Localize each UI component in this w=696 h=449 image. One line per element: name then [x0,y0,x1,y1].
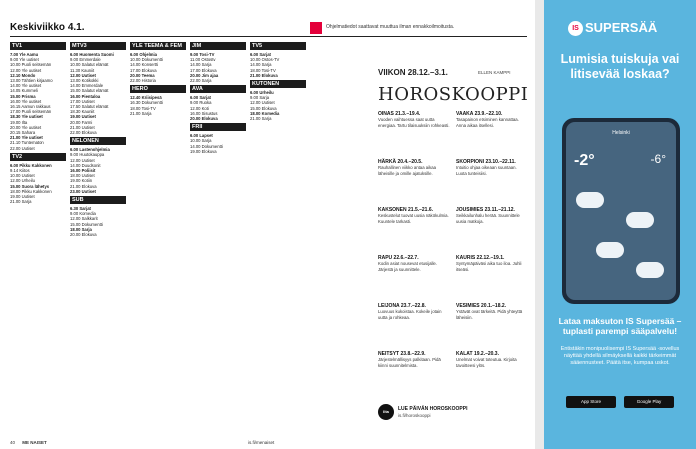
listing-item: 11.00 Ostostv [190,57,216,63]
listing-item: 20.00 Teema [130,72,155,78]
ad-body: Entistäkin monipuolisempi IS Supersää -sovellus näyttää yhdellä silmäyksellä kaikki tärkeimmät sääennusteet. Päätä itse, kumpaa uskot. [560,346,680,366]
listing-item: 12.00 Uutiset [70,157,95,163]
sign-name: JOUSIMIES 23.11.–21.12. [456,207,515,213]
phone-city: Helsinki [612,130,630,136]
listing-item: 14.00 Emmerdale [70,83,104,89]
sign-name: VESIMIES 20.1.–18.2. [456,303,507,309]
sign-text: Tasapainon etsiminen kannattaa. Anna aikaa itsellesi. [456,117,519,128]
listing-item: 18.00 Tosi-TV [130,105,156,111]
promo-url[interactable]: is.fi/horoskooppi [398,413,431,418]
sign-text: Syntymäpäiväsi aika tuo iloa. Juhli itseäsi. [456,261,522,272]
sign-text: Rauhallinen viikko antaa aikaa läheisille ja omille ajatuksille. [378,165,437,176]
listing-item: 6.00 Lastenohjelmia [70,147,110,153]
listing-item: 10.00 Sarja [190,138,212,144]
listing-item: 20.00 Yle uutiset [10,124,42,130]
listing-item: 9.00 Tosi-TV [190,52,215,57]
listing-item: 14.00 Konsertti [130,62,159,68]
is-logo-icon [310,22,322,34]
listing-item: 19.00 Elokuva [190,148,217,154]
listing-item: 21.00 Sarja [10,199,32,205]
phone-temperature: -2° [574,152,595,169]
horoscope-sign [378,112,450,128]
page-day-title: Keskiviikko 4.1. [10,22,85,33]
listing-item: 17.00 Puoli seitsemän [10,109,52,115]
list-ava [190,95,246,121]
footer-section: ME NAISET [22,440,47,445]
listing-item: 11.30 Kauniit [70,67,95,73]
is-brand-icon: IS [568,21,583,36]
horoscope-author: ELLEN KAMPPI [478,70,511,75]
listing-item: 20.00 Jim ajaa [190,72,219,78]
listing-item: 18.00 Pikku Kakkonen [10,188,52,194]
listing-item: 21.00 Yle uutiset [10,135,43,141]
listing-item: 17.50 Salatut elämät [70,104,109,110]
horoscope-sign [456,352,528,368]
sign-text: Kodin asiat nousevat etusijalle. Järjestä ja suunnittele. [378,261,438,272]
listing-item: 6.00 Ohjelmia [130,52,157,57]
listing-item: 21.00 Sarja [130,110,152,116]
channel-nelonen: NELONEN [70,137,126,145]
promo-title: LUE PÄIVÄN HOROSKOOPPI [398,406,468,412]
sign-name: HÄRKÄ 20.4.–20.5. [378,159,423,165]
horoscope-sign [378,256,450,272]
ilta-badge-icon: Ilta [378,404,394,420]
header-notice: Ohjelmatiedot saattavat muuttua ilman ennakkoilmoitusta. [326,24,455,30]
channel-tv5: TV5 [250,42,306,50]
list-jim [190,52,246,83]
horoscope-sign [456,208,528,224]
cloud-icon [596,242,624,258]
listing-item: 18.30 Kauniit [70,109,95,115]
listing-item: 14.00 Dokumentti [190,143,223,149]
listing-item: 9.00 Ruoka [190,100,212,106]
channel-mtv3: MTV3 [70,42,126,50]
listing-item: 9.00 Huutokauppa [70,152,105,158]
listing-item: 22.00 Sarja [190,78,212,84]
listing-item: 15.00 Prisma [10,93,36,99]
footer-page-number: 40 [10,440,16,445]
sign-name: KAKSONEN 21.5.–21.6. [378,207,434,213]
listing-item: 16.00 Pientaloa [70,93,101,99]
horoscope-sign [456,304,528,320]
horoscope-sign [378,160,450,176]
listing-item: 12.40 Kriisipesä [130,95,162,101]
listing-item: 13.00 Kotikokki [70,78,99,84]
listing-item: 6.00 Lapset [190,133,213,139]
list-tv2 [10,163,66,205]
sign-text: Järjestelmällisyys palkitaan. Pidä kiinni suunnitelmista. [378,357,441,368]
brand-name: SUPERSÄÄ [585,20,658,35]
listing-item: 17.00 Uutiset [70,98,95,104]
tv-column-3 [130,40,186,116]
listing-item: 9.14 Kiitos [10,168,30,174]
footer-site[interactable]: is.fi/menaiset [248,440,275,445]
listing-item: 7.00 Yle Aamu [10,52,39,57]
listing-item: 21.00 Sarja [250,116,272,122]
listing-item: 18.00 Uutiset [70,173,95,179]
phone-temperature-low: -6° [650,152,666,166]
list-fem [130,52,186,83]
channel-jim: JIM [190,42,246,50]
cloud-icon [576,192,604,208]
listing-item: 16.00 Poliisit [70,168,96,174]
list-tv1 [10,52,66,151]
tv-column-4 [190,40,246,154]
ad-subheadline: Lataa maksuton IS Supersää – tuplasti parempi sääpalvelu! [558,316,682,336]
listing-item: 19.00 Ilta [10,119,28,125]
listing-item: 16.15 Aamun rakkaus [10,104,51,110]
listing-item: 18.00 Sarja [70,226,92,232]
horoscope-sign [456,256,528,272]
channel-ava: AVA [190,85,246,93]
listing-item: 20.00 Farmi [70,119,93,125]
listing-item: 12.00 Yle uutiset [10,67,42,73]
channel-sub: SUB [70,196,126,204]
listing-item: 23.00 Uutiset [70,188,96,194]
listing-item: 18.00 Tosi-TV [250,67,276,73]
listing-item: 13.00 Tähtien kirjaamo [10,78,53,84]
channel-tv1: TV1 [10,42,66,50]
listing-item: 17.00 Elokuva [130,67,157,73]
horoscope-sign [378,352,450,368]
listing-item: 14.00 Duudsonit [70,162,101,168]
sign-name: VAAKA 23.9.–22.10. [456,111,503,117]
listing-item: 9.00 Emmerdale [70,57,101,63]
listing-item: 6.30 Sarjat [70,206,91,212]
horoscope-sign [378,208,450,224]
list-sub [70,206,126,237]
list-mtv3 [70,52,126,135]
listing-item: 18.00 Komedia [250,110,280,116]
listing-item: 9.00 Yle uutiset [10,57,39,63]
horoscope-sign [456,160,528,176]
sign-name: NEITSYT 23.8.–22.9. [378,351,426,357]
listing-item: 21.00 Uutiset [70,124,95,130]
listing-item: 19.00 Uutiset [10,194,35,200]
listing-item: 21.10 Tuntematon [10,140,44,146]
horoscope-title: HOROSKOOPPI [378,84,529,105]
listing-item: 15.00 Elokuva [250,105,277,111]
listing-item: 12.00 Urheilu [10,178,35,184]
listing-item: 20.15 Sahara [10,130,36,136]
horoscope-sign [378,304,450,320]
google-play-button[interactable]: Google Play [624,396,674,408]
channel-frii: FRII [190,123,246,131]
ad-headline: Lumisia tuiskuja vai litisevää loskaa? [560,52,680,81]
cloud-icon [636,262,664,278]
listing-item: 10.00 Uutiset [10,173,35,179]
channel-fem: YLE TEEMA & FEM [130,42,186,50]
channel-kutonen: KUTONEN [250,80,306,88]
listing-item: 16.00 Sisustus [190,110,218,116]
sign-text: Unelmat voivat toteutua. Kirjoita tavoitteesi ylös. [456,357,517,368]
sign-text: Keskustelut tuovat uusia näkökulmia. Kuuntele tarkasti. [378,213,449,224]
listing-item: 6.00 Sarjat [250,52,271,57]
listing-item: 14.00 Sarja [190,62,212,68]
cloud-icon [626,212,654,228]
sign-text: Vuoden vaihtuessa saat uutta energiaa. Tartu tilaisuuksiin rohkeasti. [378,117,450,128]
listing-item: 10.00 Ostos-TV [250,57,280,63]
sign-name: SKORPIONI 23.10.–22.11. [456,159,516,165]
tv-column-5 [250,40,306,121]
listing-item: 16.30 Dokumentti [130,100,163,106]
listing-item: 14.05 Kummeli [10,88,38,94]
sign-text: Ystävät ovat tärkeitä. Pidä yhteyttä läheisiin. [456,309,523,320]
listing-item: 16.00 Yle uutiset [10,98,42,104]
listing-item: 22.00 Historia [130,78,156,84]
listing-item: 18.30 Yle uutiset [10,114,43,120]
listing-item: 15.00 Suora lähetys [10,183,50,189]
listing-item: 10.00 Salatut elämät [70,62,109,68]
listing-item: 14.00 Yle uutiset [10,83,42,89]
listing-item: 20.00 Elokuva [70,232,97,238]
sign-text: Seikkailunhalu herää. Suunnittele uusia matkoja. [456,213,520,224]
channel-hero: HERO [130,85,186,93]
listing-item: 12.00 Uutiset [250,100,275,106]
listing-item: 15.00 Dokumentti [70,221,103,227]
listing-item: 22.00 Uutiset [10,145,35,151]
listing-item: 10.00 Puoli seitsemän [10,62,52,68]
listing-item: 19.00 Uutiset [70,114,96,120]
listing-item: 6.00 Sarjat [190,95,211,101]
horoscope-promo[interactable] [378,404,526,422]
sign-name: OINAS 21.3.–19.4. [378,111,421,117]
sign-name: KALAT 19.2.–20.3. [456,351,499,357]
listing-item: 22.00 Elokuva [70,130,97,136]
list-nelonen [70,147,126,194]
listing-item: 14.00 Sarja [250,62,272,68]
phone-mockup [562,118,680,304]
tv-column-2 [70,40,126,237]
listing-item: 12.00 Salkkarit [70,216,98,222]
supersaa-ad[interactable] [544,0,696,449]
listing-item: 17.00 Elokuva [190,67,217,73]
sign-name: KAURIS 22.12.–19.1. [456,255,505,261]
page-header [10,22,527,37]
listing-item: 12.00 Uutiset [70,72,96,78]
list-kutonen [250,90,306,121]
listing-item: 19.00 Kotiin [70,178,93,184]
listing-item: 9.00 Sarja [250,95,270,101]
supersaa-logo [568,20,657,36]
sign-name: LEIJONA 23.7.–22.8. [378,303,426,309]
listing-item: 21.00 Elokuva [70,183,97,189]
listing-item: 6.00 Urheilu [250,90,274,96]
sign-text: Luovuus kukoistaa. Kokeile jotain uutta ja rohkeaa. [378,309,442,320]
list-hero [130,95,186,116]
listing-item: 12.10 Mondo [10,72,36,78]
horoscope-dates: VIIKON 28.12.–3.1. [378,68,448,77]
listing-item: 10.00 Dokumentti [130,57,163,63]
listing-item: 21.00 Elokuva [250,72,278,78]
list-frii [190,133,246,154]
sign-text: Intuitio ohjaa oikeaan suuntaan. Luota tunteisiisi. [456,165,517,176]
tv-column-1 [10,40,66,204]
horoscope-sign [456,112,528,128]
phone-screen [566,122,676,300]
listing-item: 20.00 Elokuva [190,116,218,122]
list-tv5 [250,52,306,78]
listing-item: 9.00 Komedia [70,211,96,217]
listing-item: 12.00 Koti [190,105,209,111]
listing-item: 6.00 Pikku Kakkonen [10,162,52,168]
channel-tv2: TV2 [10,153,66,161]
footer-page [10,440,47,445]
sign-name: RAPU 22.6.–22.7. [378,255,419,261]
app-store-button[interactable]: App Store [566,396,616,408]
listing-item: 6.00 Huomenta Suomi [70,52,114,57]
listing-item: 15.00 Salatut elämät [70,88,109,94]
